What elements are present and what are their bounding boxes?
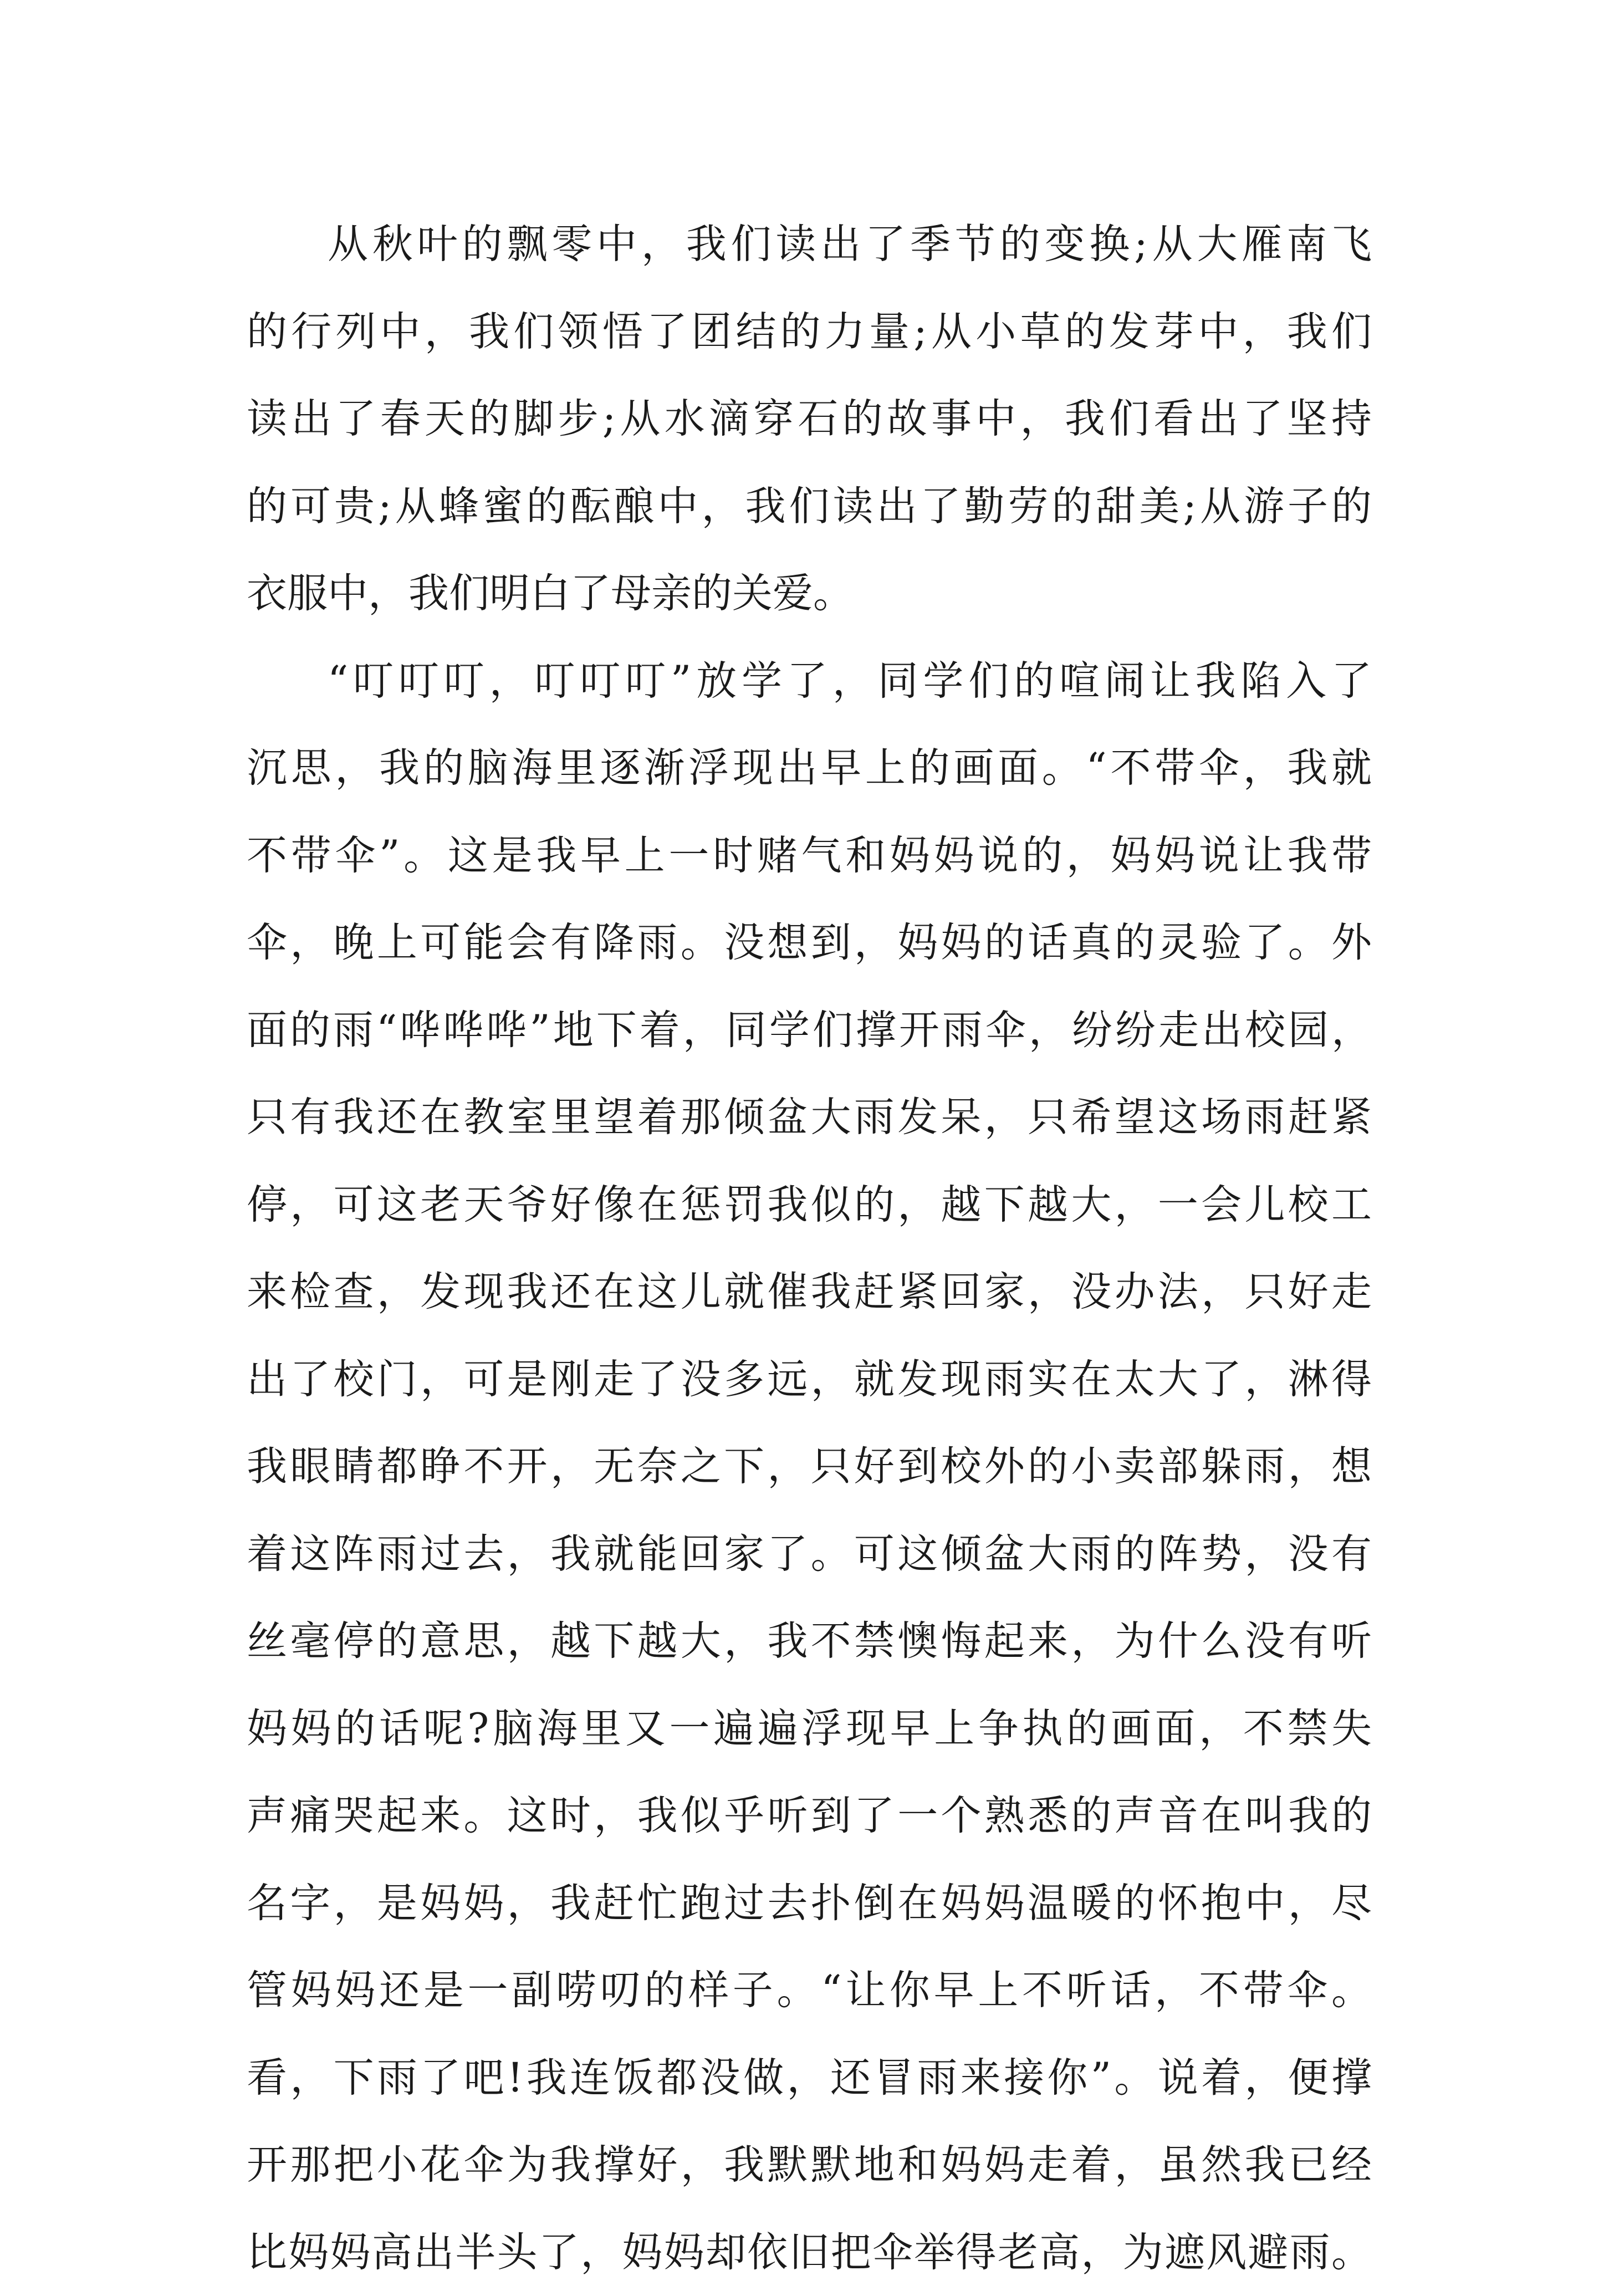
text-line: 名字，是妈妈，我赶忙跑过去扑倒在妈妈温暖的怀抱中，尽 [247,1860,1372,1947]
text-line: 开那把小花伞为我撑好，我默默地和妈妈走着，虽然我已经 [247,2121,1372,2209]
text-line: 着这阵雨过去，我就能回家了。可这倾盆大雨的阵势，没有 [247,1511,1372,1598]
text-line: 面的雨“哗哗哗”地下着，同学们撑开雨伞，纷纷走出校园， [247,987,1372,1074]
text-line: 从秋叶的飘零中，我们读出了季节的变换;从大雁南飞 [247,201,1372,288]
body-text [247,201,1372,2296]
text-line: 衣服中，我们明白了母亲的关爱。 [247,550,1372,637]
text-line: 管妈妈还是一副唠叨的样子。“让你早上不听话，不带伞。 [247,1947,1372,2034]
text-line: 出了校门，可是刚走了没多远，就发现雨实在太大了，淋得 [247,1336,1372,1423]
text-line: 我眼睛都睁不开，无奈之下，只好到校外的小卖部躲雨，想 [247,1423,1372,1511]
text-line: 看，下雨了吧!我连饭都没做，还冒雨来接你”。说着，便撑 [247,2034,1372,2122]
paragraph-1 [247,201,1372,637]
text-line: 妈妈的话呢?脑海里又一遍遍浮现早上争执的画面，不禁失 [247,1685,1372,1773]
text-line: 伞，晚上可能会有降雨。没想到，妈妈的话真的灵验了。外 [247,899,1372,987]
text-line: 读出了春天的脚步;从水滴穿石的故事中，我们看出了坚持 [247,375,1372,463]
text-line: 丝毫停的意思，越下越大，我不禁懊悔起来，为什么没有听 [247,1598,1372,1685]
text-line: 声痛哭起来。这时，我似乎听到了一个熟悉的声音在叫我的 [247,1772,1372,1860]
text-line: 的行列中，我们领悟了团结的力量;从小草的发芽中，我们 [247,288,1372,376]
text-line: 不带伞”。这是我早上一时赌气和妈妈说的，妈妈说让我带 [247,812,1372,900]
text-line: 沉思，我的脑海里逐渐浮现出早上的画面。“不带伞，我就 [247,724,1372,812]
text-line: “叮叮叮，叮叮叮”放学了，同学们的喧闹让我陷入了 [247,637,1372,725]
text-line: 只有我还在教室里望着那倾盆大雨发呆，只希望这场雨赶紧 [247,1074,1372,1161]
paragraph-2 [247,637,1372,2296]
text-line: 的可贵;从蜂蜜的酝酿中，我们读出了勤劳的甜美;从游子的 [247,463,1372,550]
text-line: 来检查，发现我还在这儿就催我赶紧回家，没办法，只好走 [247,1248,1372,1336]
text-line: 停，可这老天爷好像在惩罚我似的，越下越大，一会儿校工 [247,1161,1372,1249]
text-line: 比妈妈高出半头了，妈妈却依旧把伞举得老高，为遮风避雨。 [247,2209,1372,2296]
